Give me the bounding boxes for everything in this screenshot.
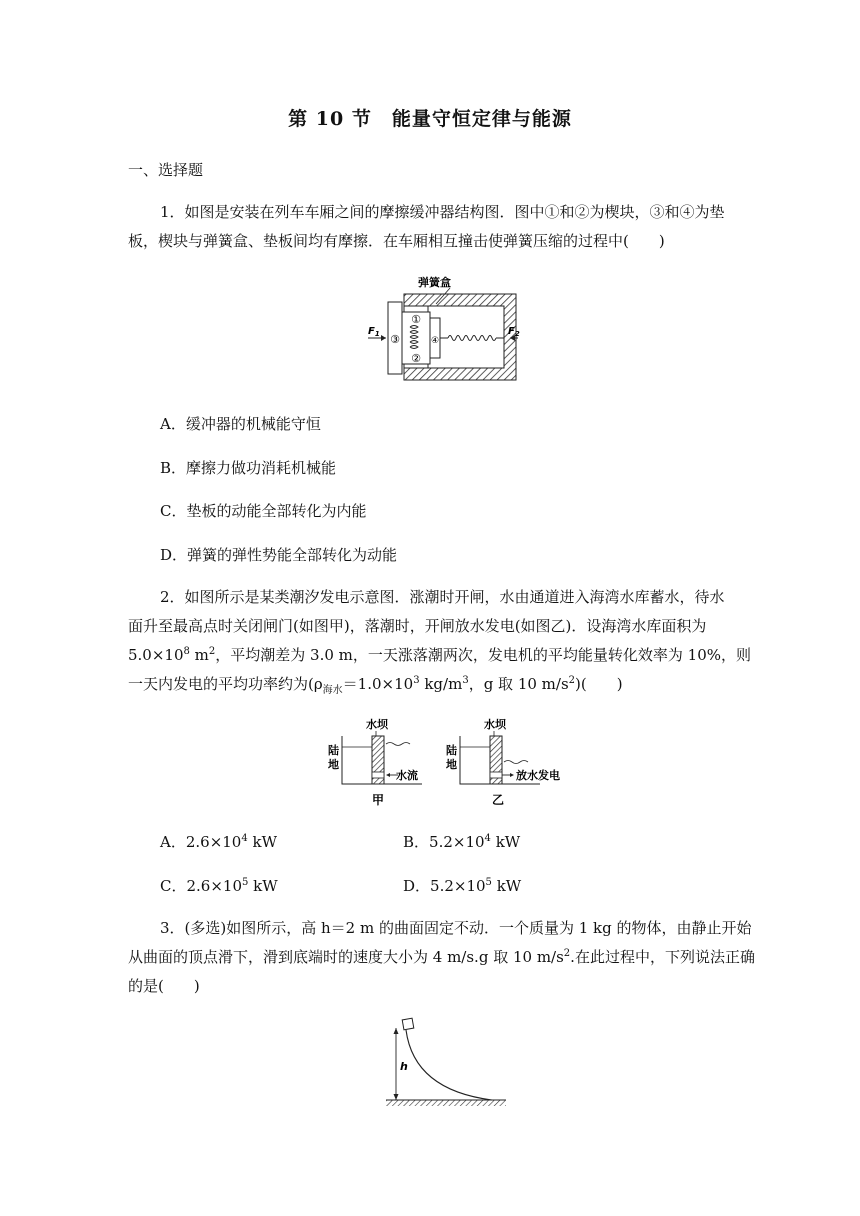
q2-stem-line1: 2．如图所示是某类潮汐发电示意图．涨潮时开闸，水由通道进入海湾水库蓄水，待水: [160, 588, 725, 606]
q3-stem-line3: 的是( ): [128, 977, 200, 995]
f2-subscript: 2: [514, 330, 520, 338]
q1-option-b: B．摩擦力做功消耗机械能: [160, 459, 337, 477]
q2-option-c: C．$2.6\times 10^5$ kW: [160, 877, 278, 895]
spring-box-label: 弹簧盒: [418, 276, 451, 289]
q2-stem-line4: 一天内发电的平均功率约为($\rho_{海水}=1.0\times 10^3$ $kg/m^3$，g 取 10 $m/s^2$)( ): [128, 675, 623, 696]
svg-text:F1: [368, 326, 380, 338]
q2-tidal-diagram: [326, 712, 626, 812]
land-label-yi-1: 陆: [446, 744, 457, 757]
height-label: h: [400, 1060, 408, 1073]
f1-label: F: [368, 326, 375, 337]
dam-label-jia: 水坝: [366, 718, 388, 731]
q1-buffer-diagram: [364, 272, 524, 388]
f2-label: F: [508, 326, 515, 337]
wedge-1-label: ①: [411, 313, 421, 326]
q1-option-d: D．弹簧的弹性势能全部转化为动能: [160, 546, 398, 564]
plate-4-label: ④: [430, 336, 440, 346]
q2-option-a: A．$2.6\times 10^4$ kW: [160, 833, 277, 851]
f1-subscript: 1: [374, 330, 380, 338]
land-label-jia-2: 地: [328, 758, 339, 771]
q2-stem-line3: $5.0\times 10^8$ $m^2$，平均潮差为 3.0 m，一天涨落潮两次，发电机的平均能量转化效率为 10%，则: [128, 646, 751, 664]
q1-option-c: C．垫板的动能全部转化为内能: [160, 502, 367, 520]
q3-stem-line2: 从曲面的顶点滑下，滑到底端时的速度大小为 4 m/s.g 取 10 m/s: [128, 948, 564, 966]
land-label-yi-2: 地: [446, 758, 457, 771]
q1-stem-line2: 板，楔块与弹簧盒、垫板间均有摩擦．在车厢相互撞击使弹簧压缩的过程中( ): [128, 232, 665, 250]
release-label: 放水发电: [516, 769, 560, 782]
section-heading: 一、选择题: [128, 161, 204, 179]
q1-stem-line1: 1．如图是安装在列车车厢之间的摩擦缓冲器结构图．图中①和②为楔块，③和④为垫: [160, 203, 725, 221]
dam-label-yi: 水坝: [484, 718, 506, 731]
page-title: 第 10 节 能量守恒定律与能源: [288, 108, 572, 130]
q3-stem-line1: 3．(多选)如图所示，高 h＝2 m 的曲面固定不动．一个质量为 1 kg 的物体，由静止开始: [160, 919, 752, 937]
q2-stem-line2: 面升至最高点时关闭闸门(如图甲)，落潮时，开闸放水发电(如图乙)．设海湾水库面积为: [128, 617, 707, 635]
svg-text:F2: [508, 326, 520, 338]
q3-curved-surface-diagram: [384, 1012, 508, 1112]
wedge-2-label: ②: [411, 352, 421, 365]
land-label-jia-1: 陆: [328, 744, 339, 757]
q2-option-b: B．$5.2\times 10^4$ kW: [403, 833, 521, 851]
panel-yi-label: 乙: [492, 793, 505, 807]
panel-jia-label: 甲: [372, 793, 385, 807]
flow-label: 水流: [396, 769, 418, 782]
q2-option-d: D．$5.2\times 10^5$ kW: [403, 877, 522, 895]
q1-option-a: A．缓冲器的机械能守恒: [160, 415, 321, 433]
plate-3-label: ③: [390, 333, 400, 346]
